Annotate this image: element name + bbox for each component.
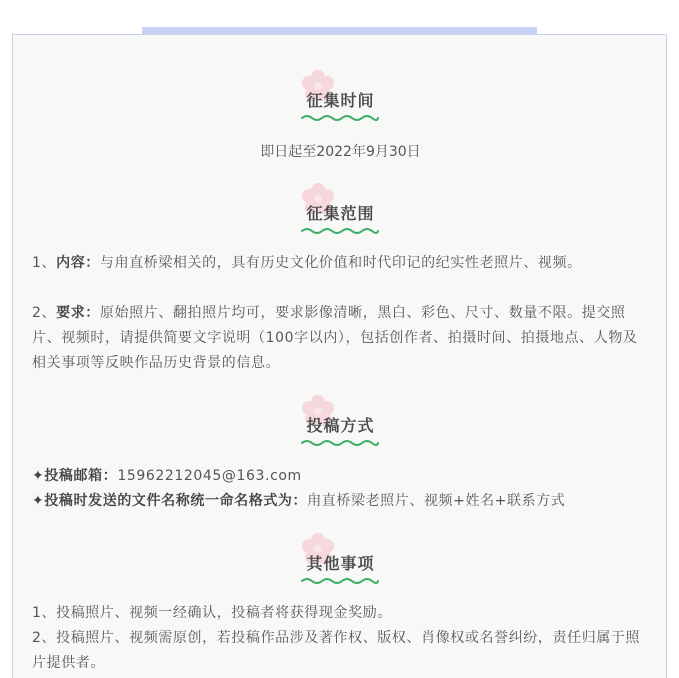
section-heading-time: [13, 69, 668, 129]
wave-underline-icon: [300, 226, 380, 236]
section-title: 投稿方式: [306, 416, 375, 435]
item-label: 要求：: [56, 305, 100, 321]
submit-email-line: [32, 464, 652, 489]
section-title: 征集范围: [306, 204, 375, 223]
wave-underline-icon: [300, 576, 380, 586]
submit-naming-line: [32, 489, 662, 514]
other-item-2: 2、投稿照片、视频需原创，若投稿作品涉及著作权、版权、肖像权或名誉纠纷，责任归属于照片提供者。: [32, 630, 641, 671]
top-accent-bar: [142, 27, 537, 34]
section-heading-other: [13, 532, 668, 592]
item-label: 内容：: [56, 255, 100, 271]
scope-item-1: [32, 251, 652, 276]
item-text: 原始照片、翻拍照片均可，要求影像清晰，黑白、彩色、尺寸、数量不限。提交照片、视频时，请提供简要文字说明（100字以内），包括创作者、拍摄时间、拍摄地点、人物及相关事项等反映作品历史背景的信息。: [32, 305, 638, 371]
wave-underline-icon: [300, 113, 380, 123]
other-item-1: 1、投稿照片、视频一经确认，投稿者将获得现金奖励。: [32, 605, 392, 621]
item-number: 1、: [32, 255, 57, 271]
time-text: 即日起至2022年9月30日: [260, 144, 421, 160]
item-text: 与甪直桥梁相关的，具有历史文化价值和时代印记的纪实性老照片、视频。: [99, 255, 582, 271]
section-heading-submit: [13, 394, 668, 454]
naming-value: 甪直桥梁老照片、视频+姓名+联系方式: [307, 493, 566, 509]
email-value[interactable]: 15962212045@163.com: [117, 468, 302, 484]
section-title: 其他事项: [306, 554, 375, 573]
item-number: 2、: [32, 305, 57, 321]
naming-label: ✦投稿时发送的文件名称统一命名格式为：: [32, 493, 308, 509]
section-heading-scope: [13, 182, 668, 242]
scope-item-2: [32, 301, 652, 376]
content-panel: [12, 34, 667, 678]
email-label: ✦投稿邮箱：: [32, 468, 118, 484]
wave-underline-icon: [300, 438, 380, 448]
section-title: 征集时间: [306, 91, 375, 110]
